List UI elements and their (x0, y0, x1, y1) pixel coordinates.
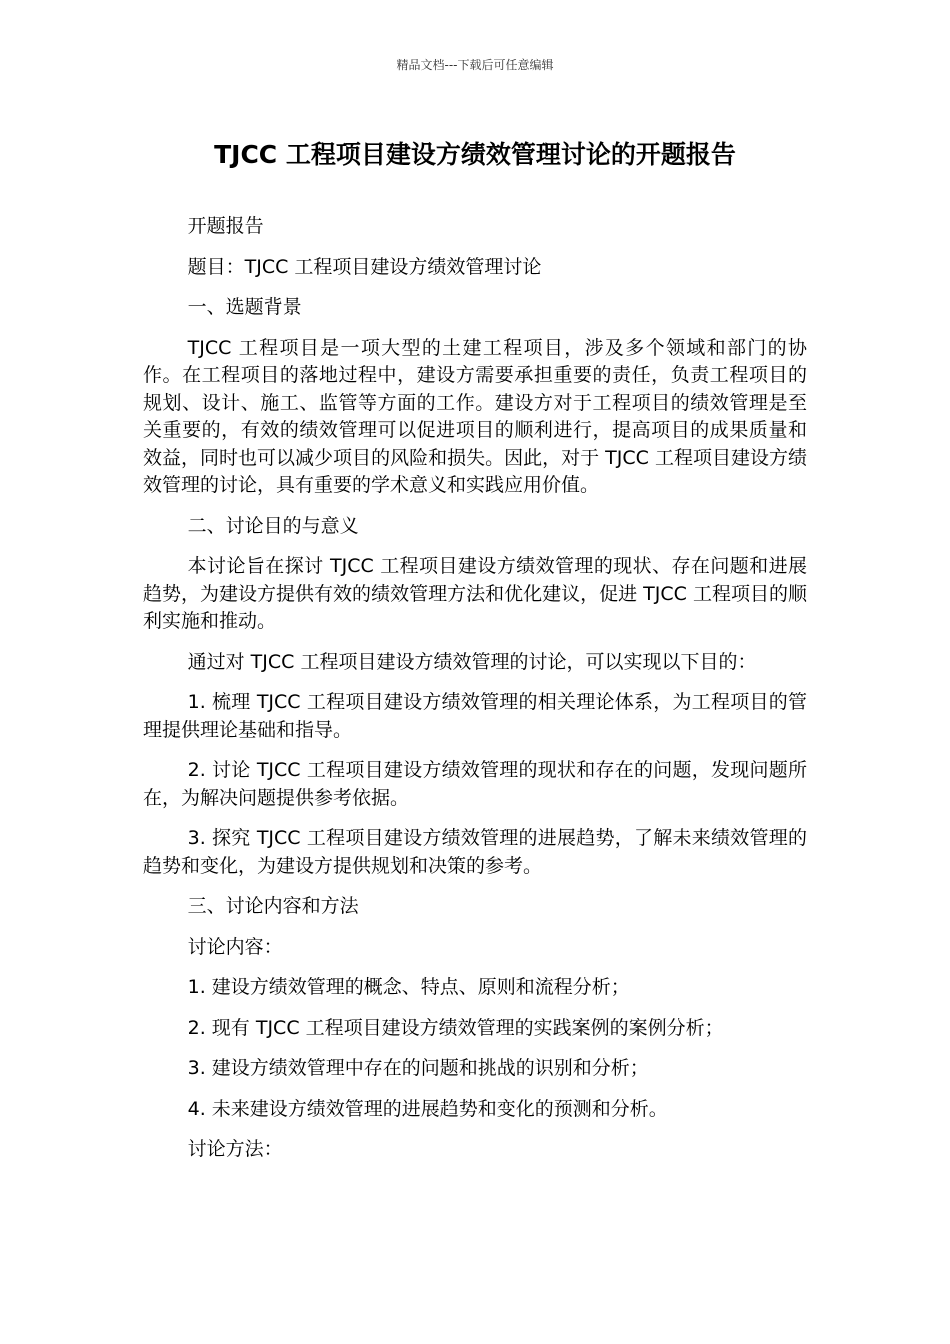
paragraph-topic: 题目：TJCC 工程项目建设方绩效管理讨论 (187, 255, 542, 278)
list-item-goal-1: 1. 梳理 TJCC 工程项目建设方绩效管理的相关理论体系，为工程项目的管理提供理论基础和指导。 (143, 691, 807, 741)
section-heading-content-method: 三、讨论内容和方法 (187, 895, 359, 917)
list-item-goal-3: 3. 探究 TJCC 工程项目建设方绩效管理的进展趋势，了解未来绩效管理的趋势和变化，为建设方提供规划和决策的参考。 (143, 827, 807, 877)
paragraph-purpose: 本讨论旨在探讨 TJCC 工程项目建设方绩效管理的现状、存在问题和进展趋势，为建设方提供有效的绩效管理方法和优化建议，促进 TJCC 工程项目的顺利实施和推动。 (143, 555, 807, 632)
paragraph-background: TJCC 工程项目是一项大型的土建工程项目，涉及多个领域和部门的协作。在工程项目的落地过程中，建设方需要承担重要的责任，负责工程项目的规划、设计、施工、监管等方面的工作。建设方对于工程项目的绩效管理是至关重要的，有效的绩效管理可以促进项目的顺利进行，提高项目的成果质量和效益，同时也可以减少项目的风险和损失。因此，对于 TJCC 工程项目建设方绩效管理的讨论，具有重要的学术意义和实践应用价值。 (143, 336, 807, 496)
list-item-content-2: 2. 现有 TJCC 工程项目建设方绩效管理的实践案例的案例分析； (187, 1016, 724, 1039)
list-item-content-3: 3. 建设方绩效管理中存在的问题和挑战的识别和分析； (187, 1057, 649, 1079)
list-item-content-4: 4. 未来建设方绩效管理的进展趋势和变化的预测和分析。 (187, 1097, 668, 1120)
section-heading-purpose: 二、讨论目的与意义 (187, 514, 359, 537)
paragraph-content-label: 讨论内容： (187, 935, 283, 958)
list-item-goal-2: 2. 讨论 TJCC 工程项目建设方绩效管理的现状和存在的问题，发现问题所在，为解决问题提供参考依据。 (143, 759, 807, 809)
paragraph-method-label: 讨论方法： (187, 1138, 283, 1160)
paragraph-goals-intro: 通过对 TJCC 工程项目建设方绩效管理的讨论，可以实现以下目的： (187, 650, 757, 673)
document-title: TJCC 工程项目建设方绩效管理讨论的开题报告 (214, 140, 736, 169)
page-header-note: 精品文档---下载后可任意编辑 (396, 58, 554, 72)
section-heading-background: 一、选题背景 (187, 296, 302, 318)
list-item-content-1: 1. 建设方绩效管理的概念、特点、原则和流程分析； (187, 976, 630, 998)
document-body (143, 213, 807, 1177)
paragraph-heading-report: 开题报告 (187, 215, 264, 237)
